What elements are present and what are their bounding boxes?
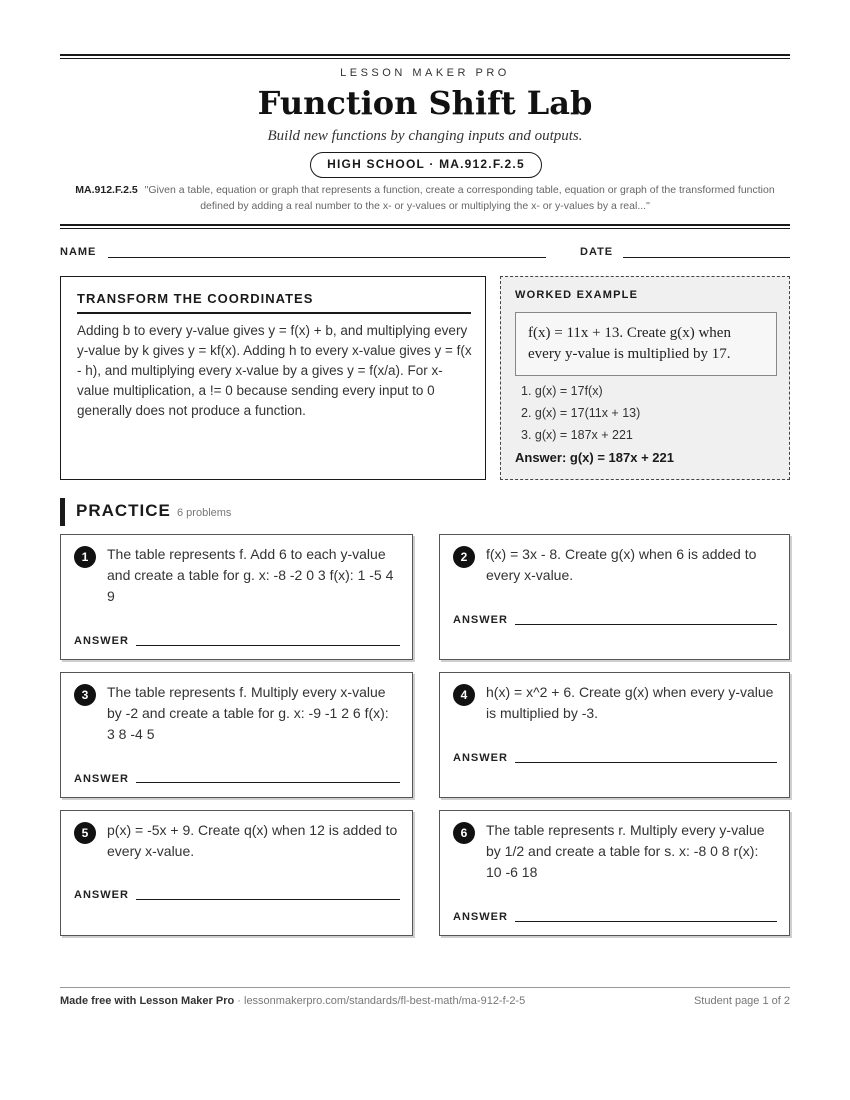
- page-title: Function Shift Lab: [257, 84, 593, 122]
- problem-number: 2: [453, 546, 475, 568]
- practice-heading: PRACTICE: [76, 501, 171, 520]
- concept-title: TRANSFORM THE COORDINATES: [77, 291, 471, 314]
- footer-made-with: Made free with Lesson Maker Pro: [60, 995, 235, 1007]
- footer-page-number: Student page 1 of 2: [693, 995, 790, 1007]
- standard-text: "Given a table, equation or graph that represents a function, create a corresponding table, equation or graph of the transformed function defined by adding a real number to the x- or y-values or multiplying the x- or y-values by a real...": [144, 184, 775, 212]
- worked-example-steps: [521, 380, 640, 446]
- problem-card-4: [439, 672, 790, 798]
- problem-number: 4: [453, 684, 475, 706]
- answer-field[interactable]: [136, 645, 400, 646]
- practice-count: 6 problems: [177, 507, 232, 519]
- answer-field[interactable]: [515, 624, 777, 625]
- worked-example-title: WORKED EXAMPLE: [515, 289, 639, 301]
- problem-card-2: [439, 534, 790, 660]
- answer-label: ANSWER: [74, 773, 129, 785]
- problem-text: The table represents f. Add 6 to each y-value and create a table for g. x: -8 -2 0 3 f(x): 1 -5 4 9: [107, 546, 394, 604]
- worked-example-step: 3. g(x) = 187x + 221: [521, 428, 633, 442]
- worked-example-box: [500, 276, 790, 480]
- header-bottom-rule-thin: [60, 228, 790, 229]
- header-bottom-rule: [60, 224, 790, 226]
- name-field[interactable]: [108, 257, 546, 258]
- footer-url[interactable]: · lessonmakerpro.com/standards/fl-best-math/ma-912-f-2-5: [234, 995, 526, 1007]
- answer-label: ANSWER: [453, 911, 508, 923]
- practice-accent-bar: [60, 498, 65, 526]
- answer-field[interactable]: [136, 782, 400, 783]
- problem-card-5: [60, 810, 413, 936]
- top-rule-thin: [60, 58, 790, 59]
- answer-label: ANSWER: [453, 614, 508, 626]
- problem-number: 1: [74, 546, 96, 568]
- brand-name: LESSON MAKER PRO: [340, 67, 510, 79]
- problem-card-1: [60, 534, 413, 660]
- answer-label: ANSWER: [74, 889, 129, 901]
- answer-label: ANSWER: [453, 752, 508, 764]
- answer-field[interactable]: [515, 921, 777, 922]
- problem-card-3: [60, 672, 413, 798]
- footer-rule: [60, 987, 790, 988]
- problem-text: f(x) = 3x - 8. Create g(x) when 6 is added to every x-value.: [486, 546, 757, 583]
- date-label: DATE: [580, 246, 614, 258]
- problem-card-6: [439, 810, 790, 936]
- worked-example-step: 2. g(x) = 17(11x + 13): [521, 406, 641, 420]
- problem-number: 6: [453, 822, 475, 844]
- footer-credit: [60, 995, 525, 1007]
- date-field[interactable]: [623, 257, 790, 258]
- worked-example-problem: f(x) = 11x + 13. Create g(x) when every y-value is multiplied by 17.: [515, 312, 777, 376]
- standard-code: MA.912.F.2.5: [75, 184, 138, 196]
- problem-text: p(x) = -5x + 9. Create q(x) when 12 is added to every x-value.: [107, 822, 398, 859]
- worked-example-answer: Answer: g(x) = 187x + 221: [515, 450, 674, 465]
- problem-text: The table represents f. Multiply every x-value by -2 and create a table for g. x: -9 -1 2 6 f(x): 3 8 -4 5: [107, 684, 389, 742]
- page-subtitle: Build new functions by changing inputs and outputs.: [267, 128, 583, 144]
- problem-number: 5: [74, 822, 96, 844]
- problem-number: 3: [74, 684, 96, 706]
- answer-field[interactable]: [515, 762, 777, 763]
- standard-description: [60, 182, 790, 214]
- problem-text: h(x) = x^2 + 6. Create g(x) when every y-value is multiplied by -3.: [486, 684, 774, 721]
- name-label: NAME: [60, 246, 97, 258]
- grade-standard-badge: HIGH SCHOOL · MA.912.F.2.5: [310, 152, 542, 178]
- concept-body: Adding b to every y-value gives y = f(x) + b, and multiplying every y-value by k gives y = kf(x). Adding h to every x-value gives y = f(x - h), and multiplying every x-value by a gives y = f(x/a). For x-value multiplication, a != 0 because sending every input to 0 generally does not produce a function.: [77, 323, 472, 418]
- top-rule: [60, 54, 790, 56]
- answer-field[interactable]: [136, 899, 400, 900]
- worksheet-page: [60, 0, 790, 1100]
- answer-label: ANSWER: [74, 635, 129, 647]
- concept-box: [60, 276, 486, 480]
- problem-text: The table represents r. Multiply every y-value by 1/2 and create a table for s. x: -8 0 8 r(x): 10 -6 18: [486, 822, 765, 880]
- worked-example-step: 1. g(x) = 17f(x): [521, 384, 603, 398]
